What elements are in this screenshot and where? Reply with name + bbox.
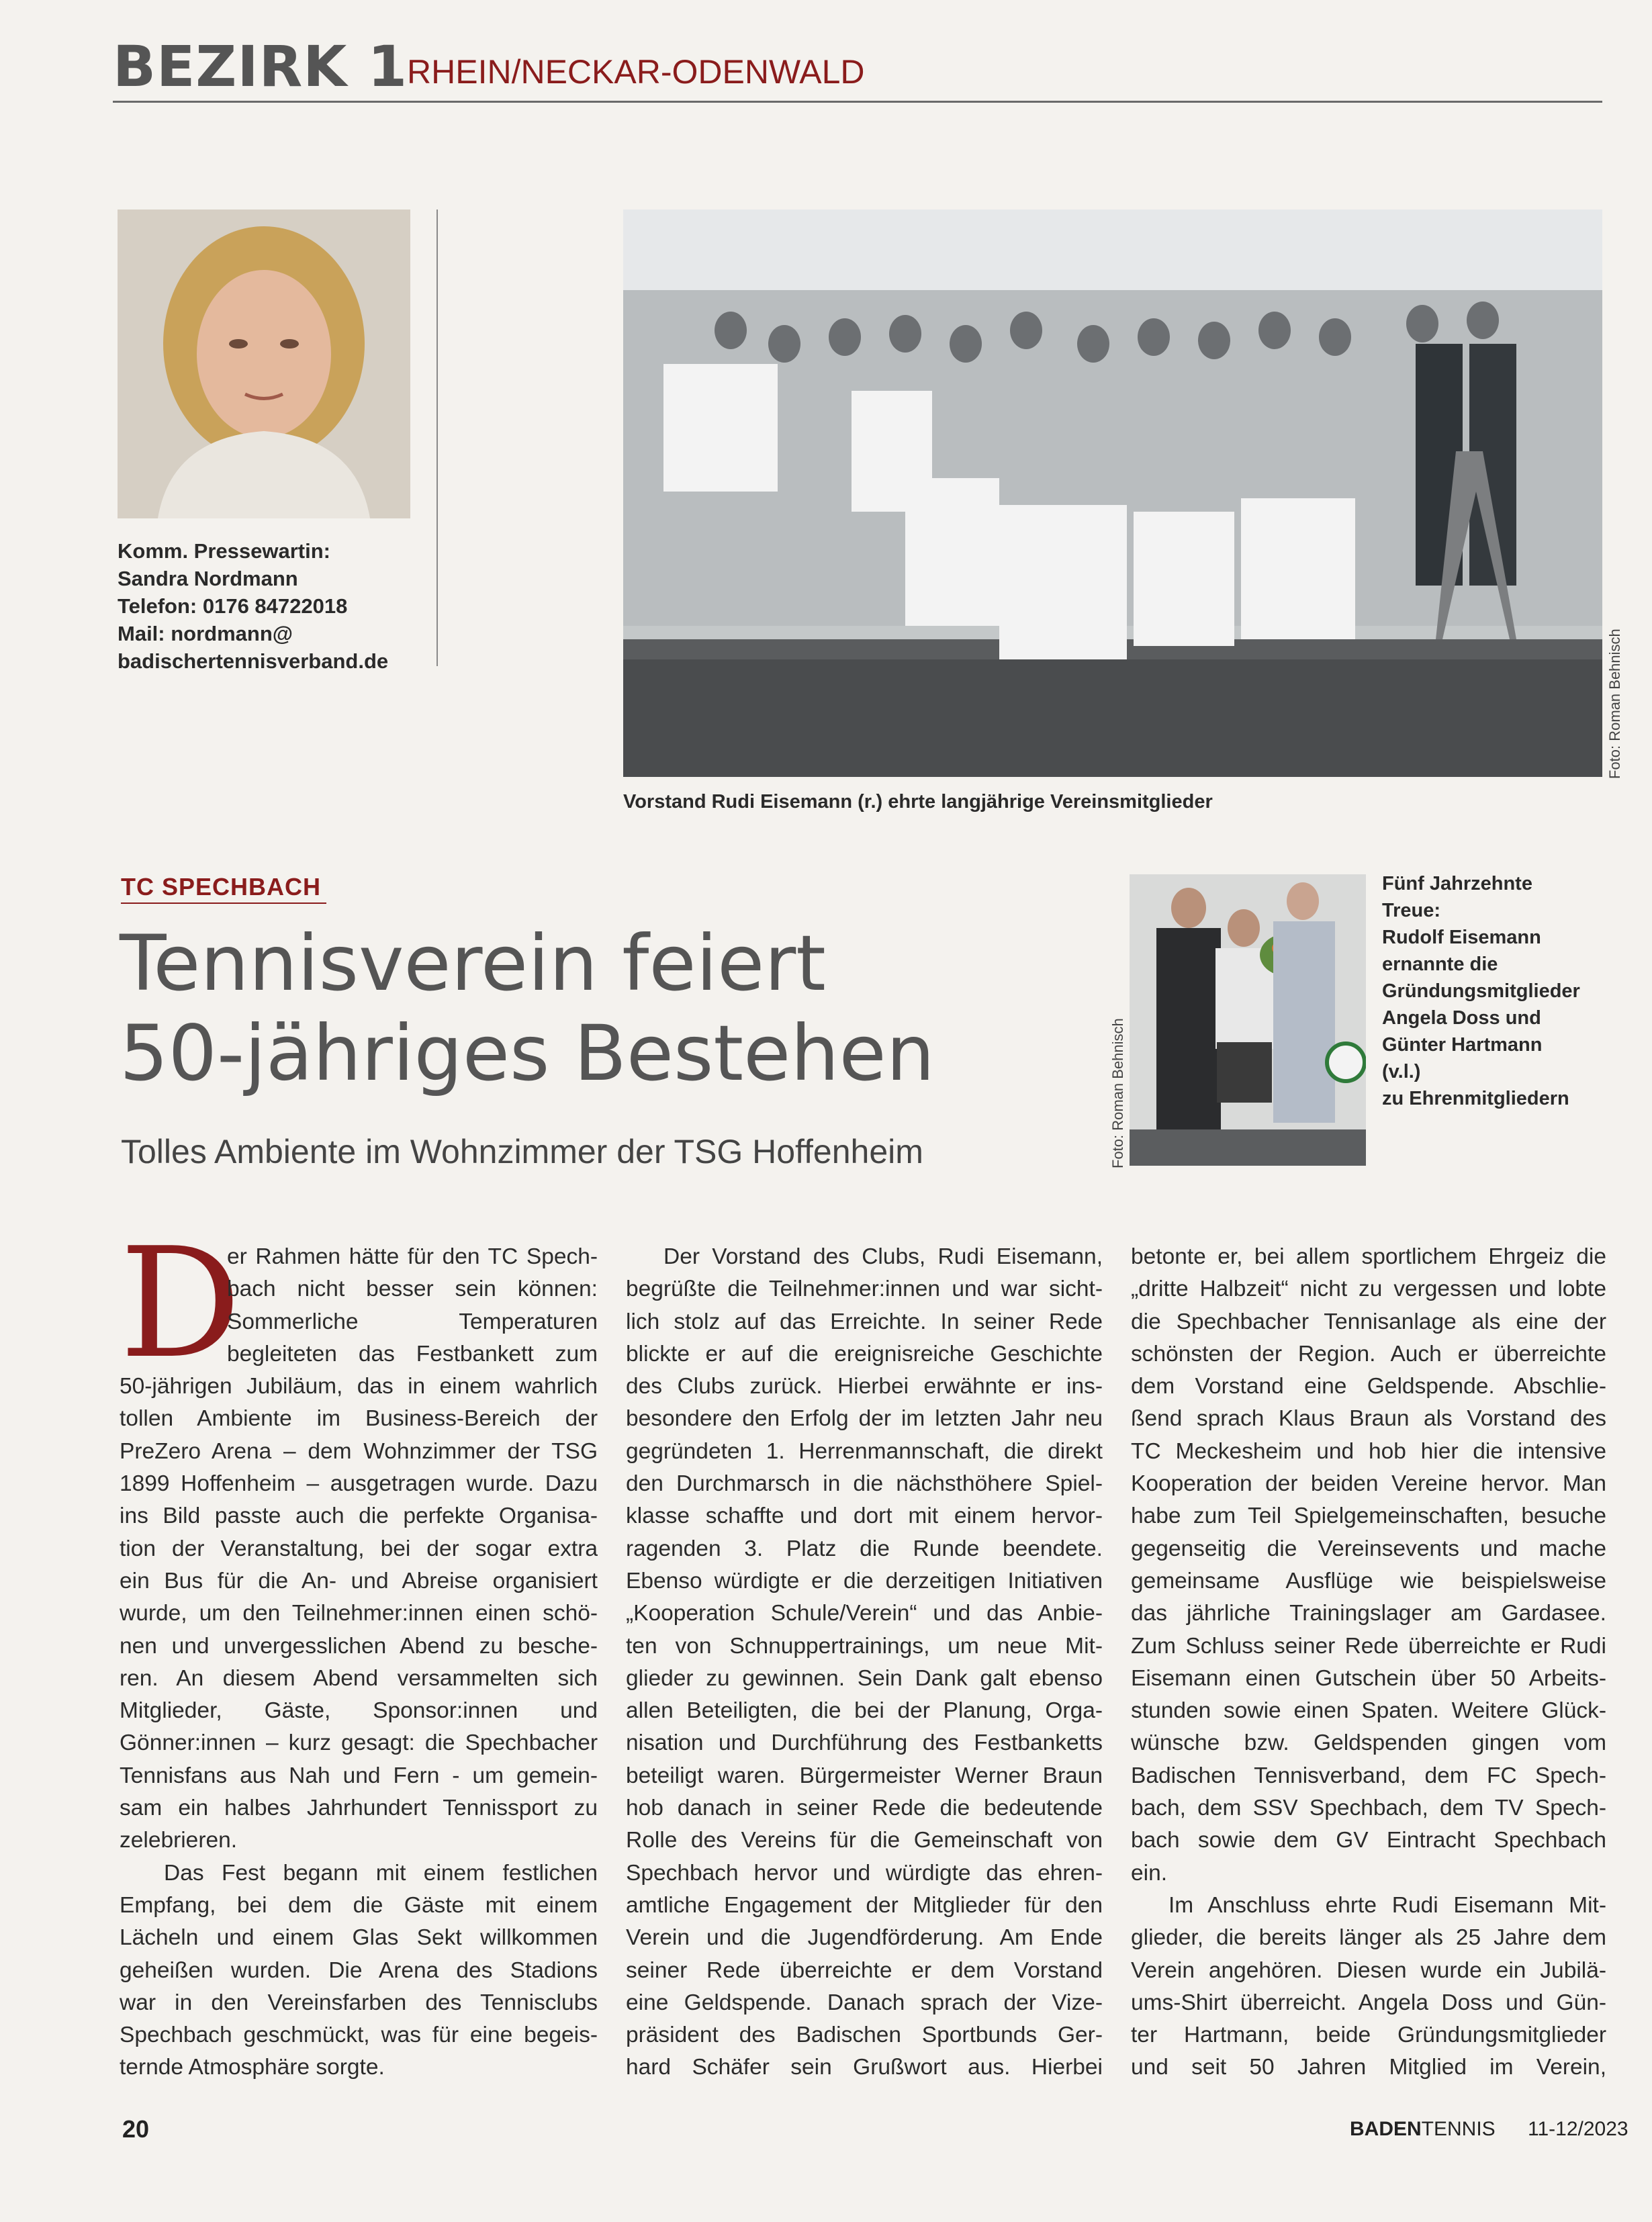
body-line: und seit 50 Jahren Mitglied im Verein, xyxy=(1131,2055,1606,2080)
small-photo-caption xyxy=(1382,870,1580,1112)
body-line: ein. xyxy=(1131,1860,1168,1886)
body-line: bach, dem SSV Spechbach, dem TV Spech- xyxy=(1131,1796,1606,1821)
magazine-name-bold: BADEN xyxy=(1350,2118,1422,2140)
body-line: Sommerliche Temperaturen xyxy=(227,1309,598,1334)
body-line: Tennisfans aus Nah und Fern - um gemein- xyxy=(120,1763,598,1788)
section-title: BEZIRK 1 xyxy=(113,34,408,99)
body-line: Rolle des Vereins für die Gemeinschaft von xyxy=(626,1828,1103,1853)
body-line: ren. An diesem Abend versammelten sich xyxy=(120,1665,598,1691)
drop-cap: D xyxy=(120,1215,242,1392)
body-line: Ebenso würdigte er die derzeitigen Initiativen xyxy=(626,1568,1103,1593)
article-kicker: TC SPECHBACH xyxy=(121,873,322,900)
body-line: Im Anschluss ehrte Rudi Eisemann Mit- xyxy=(1168,1892,1606,1918)
body-line: stunden sowie einen Spaten. Weitere Glück- xyxy=(1131,1698,1606,1724)
article-column-1 xyxy=(120,1241,598,2084)
small-caption-line: Günter Hartmann xyxy=(1382,1034,1543,1056)
body-line: „Kooperation Schule/Verein“ und das Anbie- xyxy=(626,1601,1103,1626)
body-line: Kooperation der beiden Vereine hervor. Man xyxy=(1131,1471,1606,1497)
contact-divider xyxy=(437,210,438,666)
body-line: Spechbach geschmückt, was für eine begeis- xyxy=(120,2023,598,2048)
body-line: begleiteten das Festbankett zum xyxy=(227,1341,598,1367)
body-line: ßend sprach Klaus Braun als Vorstand des xyxy=(1131,1406,1606,1432)
body-line: den Durchmarsch in die nächsthöhere Spiel- xyxy=(626,1471,1103,1497)
body-line: war in den Vereinsfarben des Tennisclubs xyxy=(120,1990,598,2015)
contact-role: Komm. Pressewartin: xyxy=(118,539,330,563)
article-subhead: Tolles Ambiente im Wohnzimmer der TSG Hoffenheim xyxy=(121,1133,923,1170)
body-line: allen Beteiligten, die bei der Planung, Orga- xyxy=(626,1698,1103,1724)
article-column-3 xyxy=(1131,1241,1606,2084)
contact-name: Sandra Nordmann xyxy=(118,567,298,590)
article-column-2 xyxy=(626,1241,1103,2084)
body-line: lich stolz auf das Erreichte. In seiner Rede xyxy=(626,1309,1103,1334)
body-line: sam ein halbes Jahrhundert Tennissport zu xyxy=(120,1796,598,1821)
region-title: RHEIN/NECKAR-ODENWALD xyxy=(407,53,865,91)
body-line: gegenseitig die Vereinsevents und mache xyxy=(1131,1536,1606,1561)
body-line: schönsten der Region. Auch er überreichte xyxy=(1131,1341,1606,1367)
body-line: Eisemann einen Gutschein über 50 Arbeits- xyxy=(1131,1665,1606,1691)
body-line: präsident des Badischen Sportbunds Ger- xyxy=(626,2023,1103,2048)
body-line: nisation und Durchführung des Festbanketts xyxy=(626,1730,1103,1756)
contact-portrait xyxy=(118,210,410,518)
small-caption-line: Rudolf Eisemann xyxy=(1382,927,1541,948)
body-line: Verein und die Jugendförderung. Am Ende xyxy=(626,1925,1103,1951)
body-line: ten von Schnuppertrainings, um neue Mit- xyxy=(626,1633,1103,1659)
body-line: ter Hartmann, beide Gründungsmitglieder xyxy=(1131,2023,1606,2048)
body-line: begrüßte die Teilnehmer:innen und war sicht- xyxy=(626,1277,1103,1302)
headline-line-1: Tennisverein feiert xyxy=(120,919,826,1008)
body-line: blickte er auf die ereignisreiche Geschichte xyxy=(626,1341,1103,1367)
body-line: tollen Ambiente im Business-Bereich der xyxy=(120,1406,598,1432)
body-line: Mitglieder, Gäste, Sponsor:innen und xyxy=(120,1698,598,1724)
honorary-members-photo xyxy=(1130,874,1366,1166)
magazine-footer xyxy=(1350,2118,1628,2141)
body-line: nen und unvergesslichen Abend zu beschе- xyxy=(120,1633,598,1659)
body-line: hob danach in seiner Rede die bedeutende xyxy=(626,1796,1103,1821)
body-line: gemeinsame Ausflüge wie beispielsweise xyxy=(1131,1568,1606,1593)
body-line: glieder, die bereits länger als 25 Jahre dem xyxy=(1131,1925,1606,1951)
page-number: 20 xyxy=(122,2115,150,2143)
body-line: glieder zu gewinnen. Sein Dank galt ebenso xyxy=(626,1665,1103,1691)
kicker-underline xyxy=(121,902,326,904)
body-line: betonte er, bei allem sportlichem Ehrgeiz die xyxy=(1131,1244,1606,1269)
body-line: das jährliche Trainingslager am Gardasee. xyxy=(1131,1601,1606,1626)
body-line: seiner Rede überreichte er dem Vorstand xyxy=(626,1957,1103,1983)
body-line: wünsche bzw. Geldspenden gingen vom xyxy=(1131,1730,1606,1756)
body-line: beteiligt waren. Bürgermeister Werner Braun xyxy=(626,1763,1103,1788)
body-line: TC Meckesheim und hob hier die intensive xyxy=(1131,1438,1606,1464)
body-line: Zum Schluss seiner Rede überreichte er Rudi xyxy=(1131,1633,1606,1659)
body-line: PreZero Arena – dem Wohnzimmer der TSG xyxy=(120,1438,598,1464)
body-line: geheißen wurden. Die Arena des Stadions xyxy=(120,1957,598,1983)
article-headline xyxy=(120,919,935,1099)
body-line: wurde, um den Teilnehmer:innen einen schö- xyxy=(120,1601,598,1626)
contact-phone: Telefon: 0176 84722018 xyxy=(118,594,348,618)
body-line: dem Vorstand eine Geldspende. Abschlie- xyxy=(1131,1374,1606,1399)
contact-mail-2: badischertennisverband.de xyxy=(118,649,389,673)
header-divider xyxy=(113,101,1602,103)
body-line: Empfang, bei dem die Gäste mit einem xyxy=(120,1892,598,1918)
body-line: 50-jährigen Jubiläum, das in einem wahrlich xyxy=(120,1374,598,1399)
body-line: bach nicht besser sein können: xyxy=(227,1277,598,1302)
body-line: gegründeten 1. Herrenmannschaft, die direkt xyxy=(626,1438,1103,1464)
small-caption-line: Angela Doss und xyxy=(1382,1007,1541,1029)
issue-date: 11-12/2023 xyxy=(1528,2118,1628,2140)
body-line: ternde Atmosphäre sorgte. xyxy=(120,2055,385,2080)
body-line: Der Vorstand des Clubs, Rudi Eisemann, xyxy=(663,1244,1103,1269)
body-line: Badischen Tennisverband, dem FC Spech- xyxy=(1131,1763,1606,1788)
small-caption-line: ernannte die xyxy=(1382,954,1498,975)
body-line: besondere den Erfolg der im letzten Jahr neu xyxy=(626,1406,1103,1432)
body-line: Das Fest begann mit einem festlichen xyxy=(164,1860,598,1886)
body-line: 1899 Hoffenheim – ausgetragen wurde. Dazu xyxy=(120,1471,598,1497)
main-photo-credit: Foto: Roman Behnisch xyxy=(1606,629,1623,779)
body-line: des Clubs zurück. Hierbei erwähnte er ins- xyxy=(626,1374,1103,1399)
main-photo-caption: Vorstand Rudi Eisemann (r.) ehrte langjährige Vereinsmitglieder xyxy=(623,791,1213,813)
body-line: Verein angehören. Diesen wurde ein Jubilä- xyxy=(1131,1957,1606,1983)
body-line: hard Schäfer sein Grußwort aus. Hierbei xyxy=(626,2055,1103,2080)
body-line: tion der Veranstaltung, bei der sogar extra xyxy=(120,1536,598,1561)
body-line: eine Geldspende. Danach sprach der Vize- xyxy=(626,1990,1103,2015)
body-line: ums-Shirt überreicht. Angela Doss und Gün- xyxy=(1131,1990,1606,2015)
body-line: „dritte Halbzeit“ nicht zu vergessen und lobte xyxy=(1131,1277,1606,1302)
body-line: klasse schaffte und dort mit einem hervor- xyxy=(626,1503,1103,1529)
body-line: Gönner:innen – kurz gesagt: die Spechbacher xyxy=(120,1730,598,1756)
body-line: Spechbach hervor und würdigte das ehren- xyxy=(626,1860,1103,1886)
body-line: ein Bus für die An- und Abreise organisiert xyxy=(120,1568,598,1593)
small-caption-line: (v.l.) xyxy=(1382,1061,1421,1082)
contact-mail-1: Mail: nordmann@ xyxy=(118,622,293,645)
body-line: Lächeln und einem Glas Sekt willkommen xyxy=(120,1925,598,1951)
small-caption-line: Treue: xyxy=(1382,900,1441,921)
contact-info xyxy=(118,537,388,675)
small-caption-line: Gründungsmitglieder xyxy=(1382,980,1580,1002)
small-photo-credit: Foto: Roman Behnisch xyxy=(1109,1018,1126,1168)
headline-line-2: 50-jähriges Bestehen xyxy=(120,1009,935,1098)
small-caption-line: zu Ehrenmitgliedern xyxy=(1382,1088,1569,1109)
body-line: die Spechbacher Tennisanlage als eine der xyxy=(1131,1309,1606,1334)
body-line: bach sowie dem GV Eintracht Spechbach xyxy=(1131,1828,1606,1853)
small-caption-line: Fünf Jahrzehnte xyxy=(1382,873,1532,894)
group-photo xyxy=(623,210,1602,777)
body-line: ins Bild passte auch die perfekte Organisa- xyxy=(120,1503,598,1529)
body-line: zelebrieren. xyxy=(120,1828,238,1853)
magazine-name-rest: TENNIS xyxy=(1421,2118,1496,2140)
body-line: habe zum Teil Spielgemeinschaften, besuche xyxy=(1131,1503,1606,1529)
body-line: er Rahmen hätte für den TC Spech- xyxy=(227,1244,598,1269)
body-line: ragenden 3. Platz die Runde beendete. xyxy=(626,1536,1103,1561)
body-line: amtliche Engagement der Mitglieder für den xyxy=(626,1892,1103,1918)
